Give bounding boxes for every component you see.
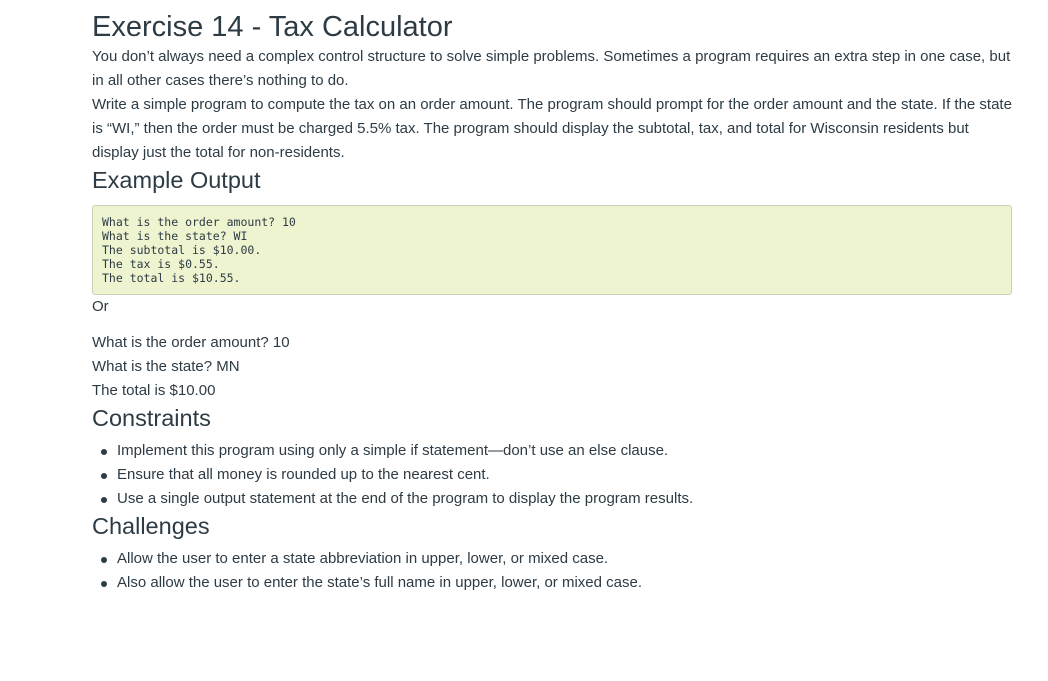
code-line: What is the order amount? 10 <box>102 215 296 229</box>
constraints-list <box>92 439 1012 511</box>
example-output-heading: Example Output <box>92 167 261 193</box>
alternate-output <box>92 331 1012 403</box>
example-code-block <box>92 205 1012 295</box>
challenges-heading: Challenges <box>92 513 210 539</box>
list-item: Implement this program using only a simple if statement—don’t use an else clause. <box>117 439 1012 463</box>
code-line: The total is $10.55. <box>102 271 241 285</box>
intro-paragraph: You don’t always need a complex control structure to solve simple problems. Sometimes a program requires an extra step in one case, but in all other cases there’s nothing to do. <box>92 48 1011 89</box>
list-item: Ensure that all money is rounded up to the nearest cent. <box>117 463 1012 487</box>
challenges-list <box>92 547 1012 595</box>
or-label: Or <box>92 298 109 315</box>
output-line: What is the order amount? 10 <box>92 334 290 351</box>
list-item: Also allow the user to enter the state’s full name in upper, lower, or mixed case. <box>117 571 1012 595</box>
code-line: What is the state? WI <box>102 229 248 243</box>
list-item: Allow the user to enter a state abbreviation in upper, lower, or mixed case. <box>117 547 1012 571</box>
constraints-heading: Constraints <box>92 405 211 431</box>
code-line: The tax is $0.55. <box>102 257 220 271</box>
page-title: Exercise 14 - Tax Calculator <box>92 11 453 43</box>
output-line: What is the state? MN <box>92 358 240 375</box>
output-line: The total is $10.00 <box>92 382 216 399</box>
description-paragraph: Write a simple program to compute the tax on an order amount. The program should prompt for the order amount and the state. If the state is “WI,” then the order must be charged 5.5% tax. The program should display the subtotal, tax, and total for Wisconsin residents but display just the total for non-residents. <box>92 96 1012 161</box>
list-item: Use a single output statement at the end of the program to display the program results. <box>117 487 1012 511</box>
code-line: The subtotal is $10.00. <box>102 243 262 257</box>
